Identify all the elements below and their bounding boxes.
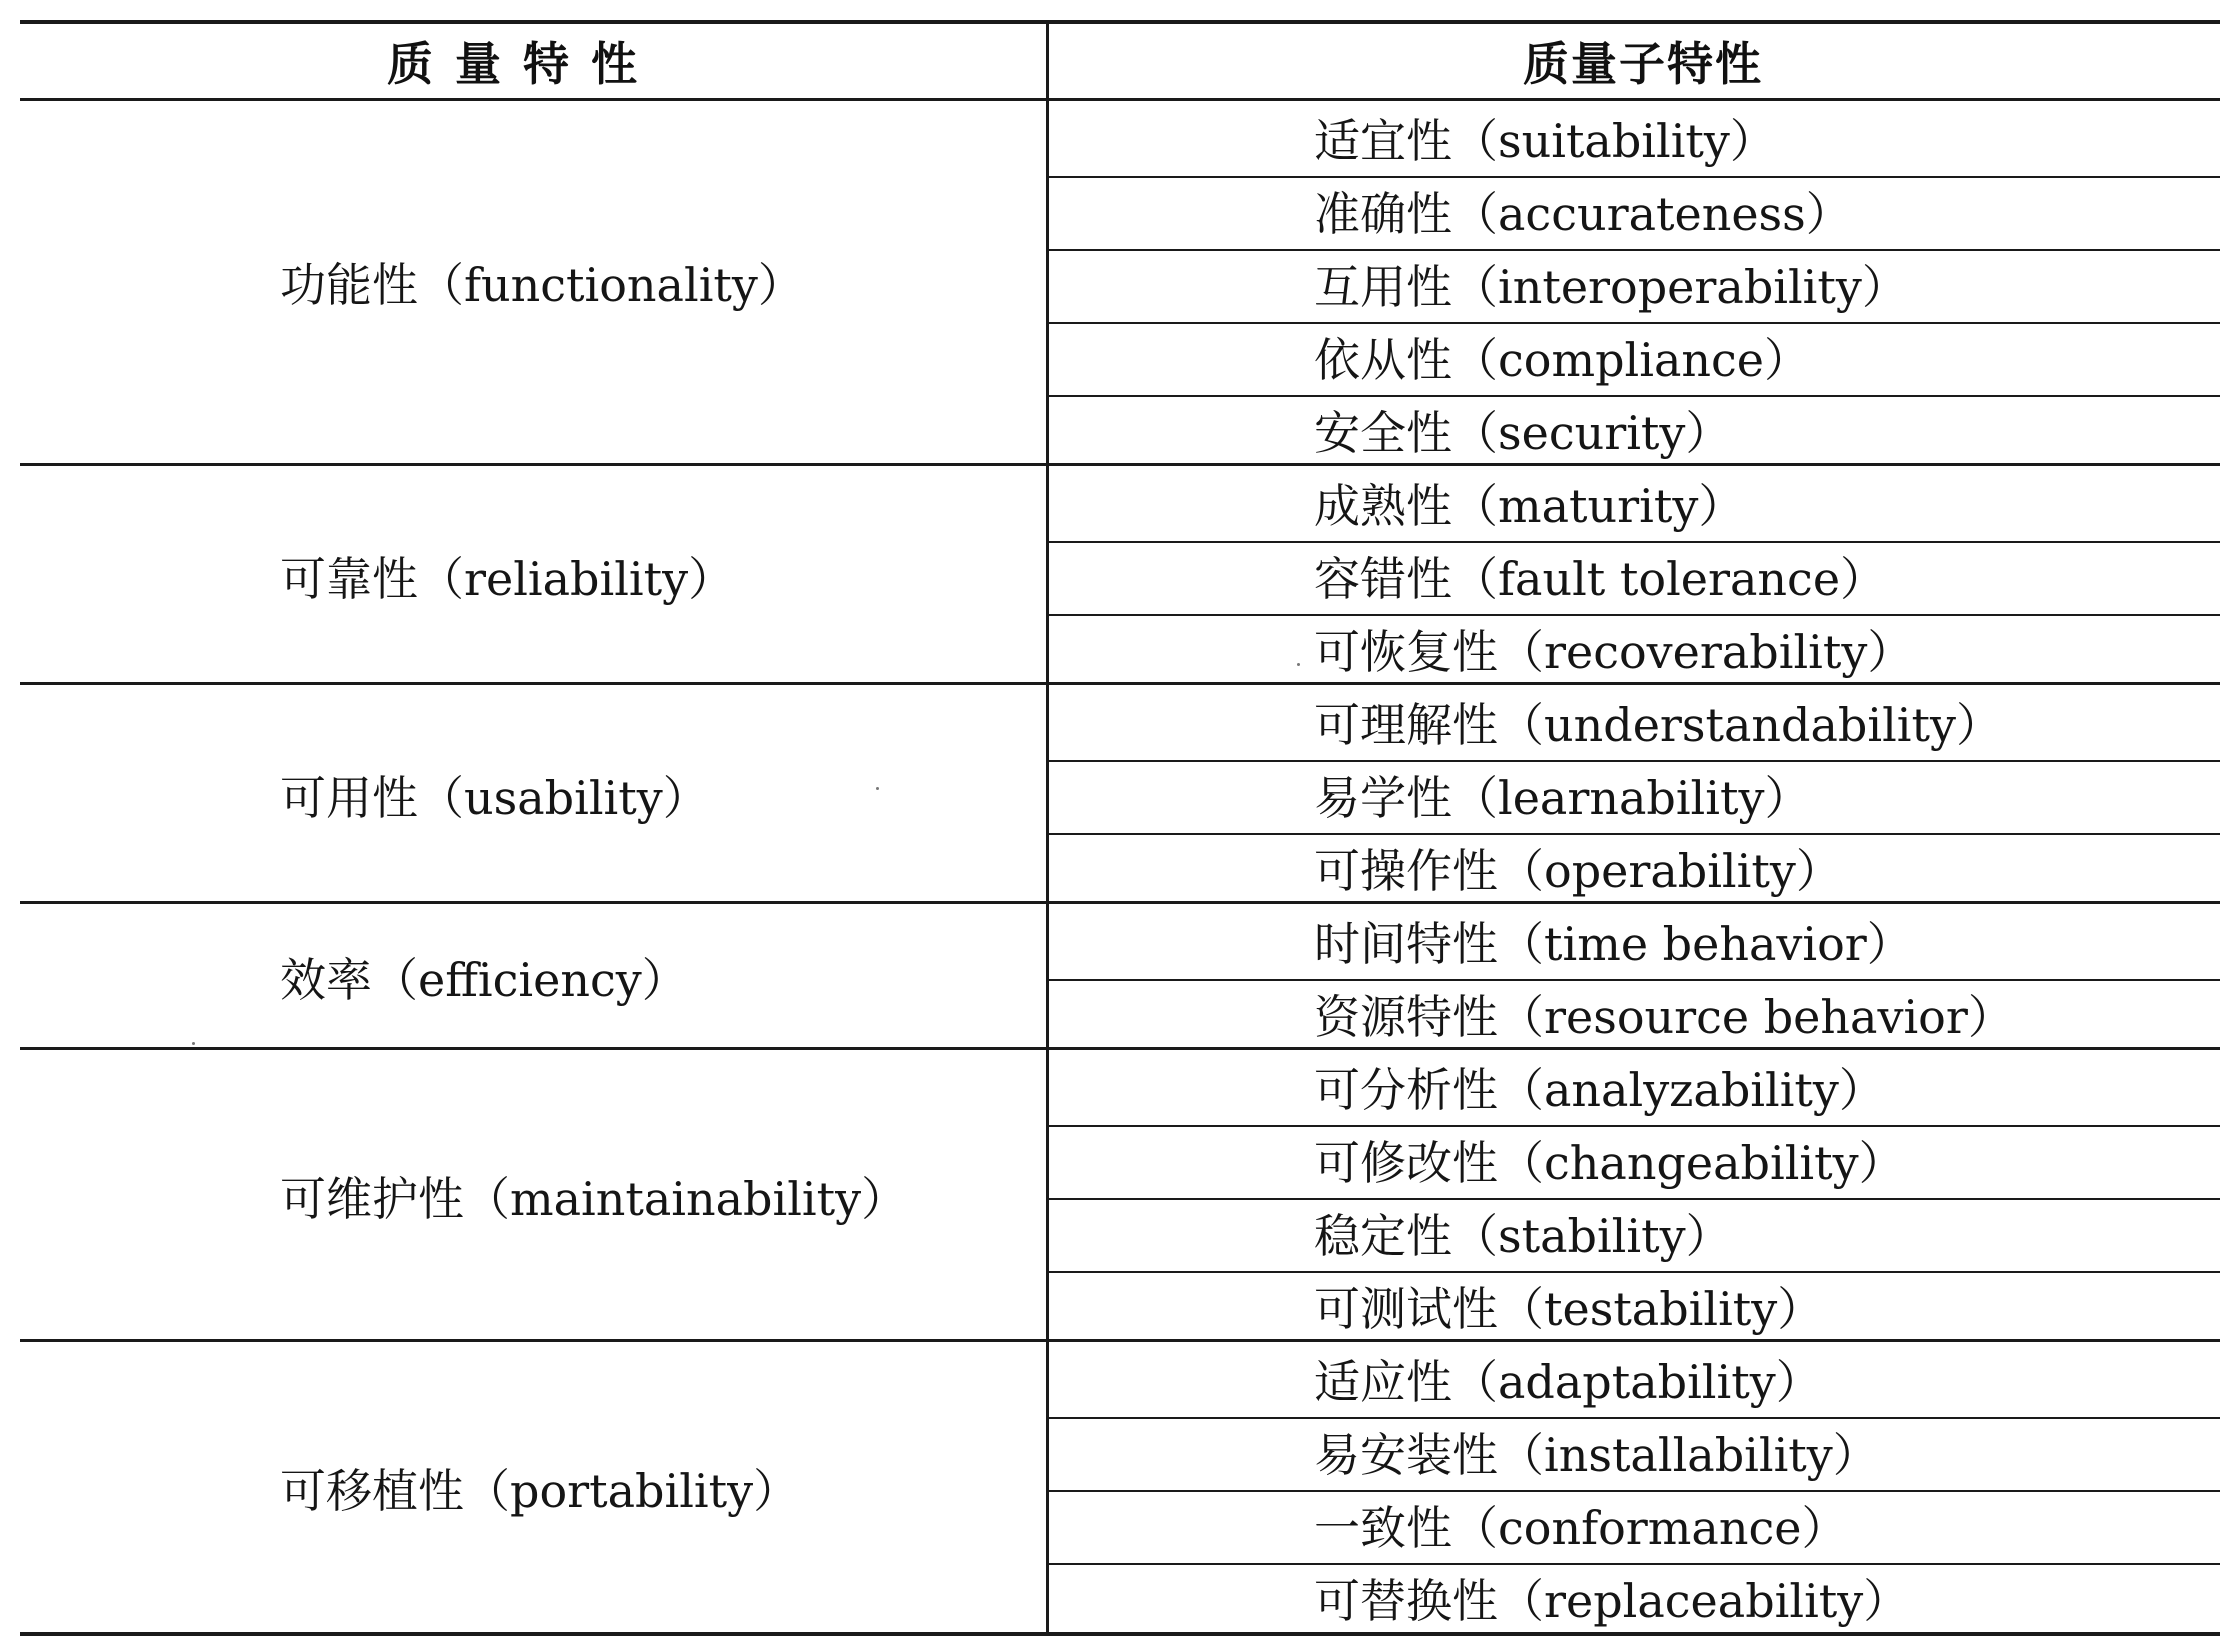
sub-installability: 易安装性（installability） bbox=[1314, 1427, 1879, 1482]
sub-analyzability: 可分析性（analyzability） bbox=[1314, 1062, 1885, 1117]
characteristic-functionality: 功能性（functionality） bbox=[280, 258, 804, 312]
sub-resource-behavior: 资源特性（resource behavior） bbox=[1314, 989, 2014, 1044]
sub-understandability: 可理解性（understandability） bbox=[1314, 697, 2002, 752]
header-quality-subcharacteristic: 质量子特性 bbox=[1523, 37, 1763, 91]
sub-recoverability: 可恢复性（recoverability） bbox=[1314, 624, 1914, 679]
sub-replaceability: 可替换性（replaceability） bbox=[1314, 1573, 1910, 1628]
sub-adaptability: 适应性（adaptability） bbox=[1314, 1354, 1822, 1409]
sub-compliance: 依从性（compliance） bbox=[1314, 332, 1810, 387]
sub-changeability: 可修改性（changeability） bbox=[1314, 1135, 1905, 1190]
characteristic-efficiency: 效率（efficiency） bbox=[280, 953, 688, 1007]
table-bottom-border bbox=[20, 1632, 2220, 1636]
sub-stability: 稳定性（stability） bbox=[1314, 1208, 1732, 1263]
sub-suitability: 适宜性（suitability） bbox=[1314, 113, 1776, 168]
characteristic-maintainability: 可维护性（maintainability） bbox=[280, 1172, 908, 1226]
sub-interoperability: 互用性（interoperability） bbox=[1314, 259, 1908, 314]
sub-testability: 可测试性（testability） bbox=[1314, 1281, 1824, 1336]
scan-speck bbox=[876, 787, 879, 790]
characteristic-usability: 可用性（usability） bbox=[280, 770, 709, 825]
sub-accurateness: 准确性（accurateness） bbox=[1314, 186, 1852, 241]
sub-fault-tolerance: 容错性（fault tolerance） bbox=[1314, 551, 1887, 606]
sub-time-behavior: 时间特性（time behavior） bbox=[1314, 916, 1913, 971]
scan-speck bbox=[1297, 663, 1300, 666]
sub-learnability: 易学性（learnability） bbox=[1314, 770, 1811, 825]
header-quality-characteristic: 质量特性 bbox=[387, 37, 659, 91]
sub-security: 安全性（security） bbox=[1314, 405, 1732, 460]
scan-speck bbox=[192, 1042, 195, 1045]
sub-operability: 可操作性（operability） bbox=[1314, 843, 1842, 898]
characteristic-portability: 可移植性（portability） bbox=[280, 1464, 800, 1518]
column-divider bbox=[1046, 22, 1049, 1634]
characteristic-reliability: 可靠性（reliability） bbox=[280, 551, 735, 606]
sub-conformance: 一致性（conformance） bbox=[1314, 1500, 1848, 1555]
sub-maturity: 成熟性（maturity） bbox=[1314, 478, 1745, 533]
